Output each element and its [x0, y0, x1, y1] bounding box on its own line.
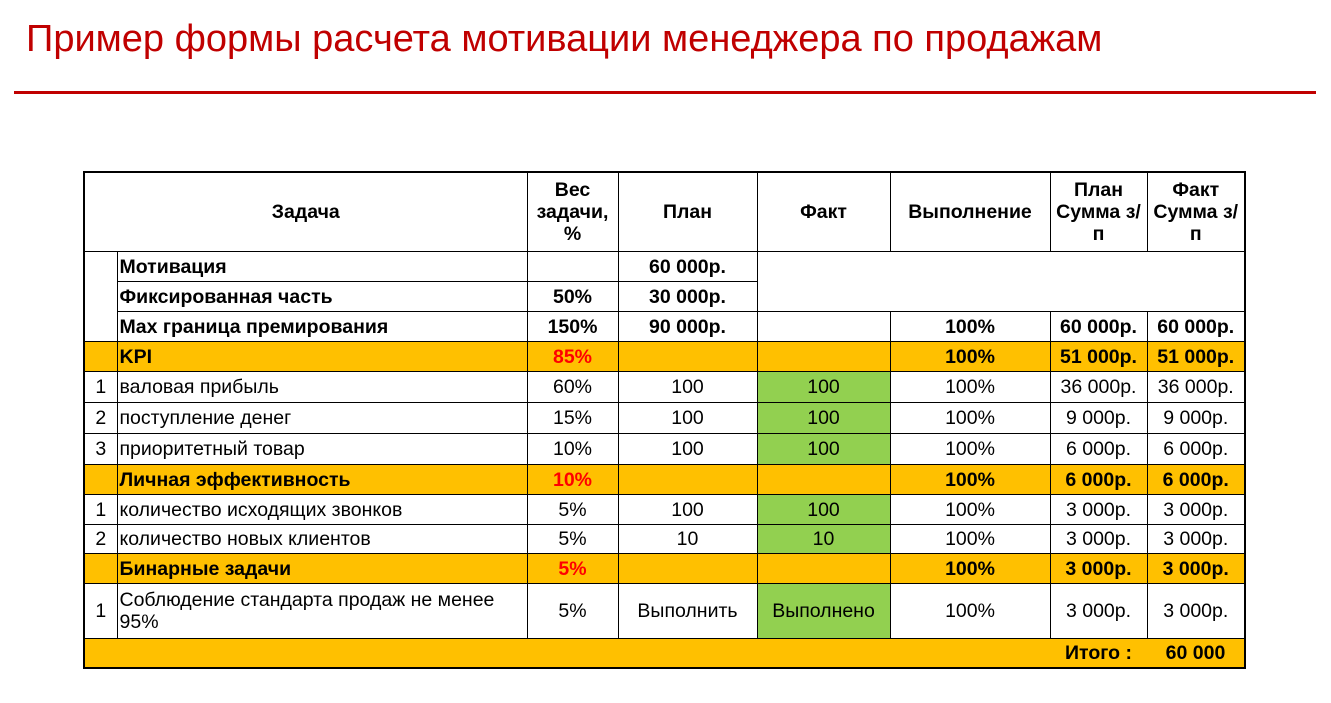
- motivation-table: [83, 171, 1246, 669]
- row-plan-sum: 3 000р.: [1050, 495, 1147, 525]
- row-plan: 100: [618, 372, 757, 403]
- row-fact-sum: 3 000р.: [1147, 584, 1245, 639]
- row-fact-sum: 36 000р.: [1147, 372, 1245, 403]
- row-completion: 100%: [890, 525, 1050, 554]
- row-number: 1: [84, 495, 117, 525]
- max-weight: 150%: [527, 312, 618, 342]
- row-plan-sum: 3 000р.: [1050, 525, 1147, 554]
- section-completion: 100%: [890, 465, 1050, 495]
- header-row: [84, 172, 1245, 252]
- table-row: [84, 372, 1245, 403]
- row-fact: 100: [757, 403, 890, 434]
- row-number: 1: [84, 584, 117, 639]
- summary-index-cell: [84, 252, 117, 342]
- section-row-personal: [84, 465, 1245, 495]
- motivation-plan: 60 000р.: [618, 252, 757, 282]
- row-completion: 100%: [890, 372, 1050, 403]
- row-task: поступление денег: [117, 403, 527, 434]
- section-plan: [618, 342, 757, 372]
- section-weight: 85%: [527, 342, 618, 372]
- table-row: [84, 525, 1245, 554]
- table-row: [84, 434, 1245, 465]
- section-title: KPI: [117, 342, 527, 372]
- section-plan-sum: 51 000р.: [1050, 342, 1147, 372]
- total-label: Итого :: [1050, 639, 1147, 669]
- section-weight: 10%: [527, 465, 618, 495]
- row-fact-sum: 9 000р.: [1147, 403, 1245, 434]
- max-completion: 100%: [890, 312, 1050, 342]
- section-plan-sum: 3 000р.: [1050, 554, 1147, 584]
- row-plan: 100: [618, 434, 757, 465]
- section-completion: 100%: [890, 342, 1050, 372]
- section-index: [84, 342, 117, 372]
- page-title: Пример формы расчета мотивации менеджера по продажам: [26, 18, 1103, 60]
- row-task: валовая прибыль: [117, 372, 527, 403]
- row-weight: 5%: [527, 495, 618, 525]
- row-fact-sum: 3 000р.: [1147, 525, 1245, 554]
- section-fact: [757, 342, 890, 372]
- row-task: количество исходящих звонков: [117, 495, 527, 525]
- fixed-weight: 50%: [527, 282, 618, 312]
- header-weight: Вес задачи, %: [527, 172, 618, 252]
- row-weight: 15%: [527, 403, 618, 434]
- row-fact: 100: [757, 495, 890, 525]
- max-plan-sum: 60 000р.: [1050, 312, 1147, 342]
- row-fact: 10: [757, 525, 890, 554]
- section-row-binary: [84, 554, 1245, 584]
- row-weight: 5%: [527, 584, 618, 639]
- total-row: [84, 639, 1245, 669]
- row-number: 2: [84, 403, 117, 434]
- header-fact-sum: Факт Сумма з/п: [1147, 172, 1245, 252]
- summary-row-motivation: [84, 252, 1245, 282]
- section-index: [84, 465, 117, 495]
- section-fact-sum: 51 000р.: [1147, 342, 1245, 372]
- fixed-label: Фиксированная часть: [117, 282, 527, 312]
- section-title: Личная эффективность: [117, 465, 527, 495]
- row-weight: 5%: [527, 525, 618, 554]
- table-row: [84, 403, 1245, 434]
- row-plan-sum: 3 000р.: [1050, 584, 1147, 639]
- motivation-label: Мотивация: [117, 252, 527, 282]
- row-number: 2: [84, 525, 117, 554]
- summary-row-max: [84, 312, 1245, 342]
- section-fact: [757, 465, 890, 495]
- row-number: 3: [84, 434, 117, 465]
- section-fact-sum: 6 000р.: [1147, 465, 1245, 495]
- row-fact: 100: [757, 434, 890, 465]
- title-divider: [14, 91, 1316, 94]
- row-completion: 100%: [890, 584, 1050, 639]
- row-plan-sum: 6 000р.: [1050, 434, 1147, 465]
- header-completion: Выполнение: [890, 172, 1050, 252]
- table-row: [84, 584, 1245, 639]
- row-fact-sum: 6 000р.: [1147, 434, 1245, 465]
- row-fact-sum: 3 000р.: [1147, 495, 1245, 525]
- row-plan: Выполнить: [618, 584, 757, 639]
- row-plan: 100: [618, 495, 757, 525]
- row-plan: 10: [618, 525, 757, 554]
- section-index: [84, 554, 117, 584]
- row-fact: 100: [757, 372, 890, 403]
- section-weight: 5%: [527, 554, 618, 584]
- row-weight: 10%: [527, 434, 618, 465]
- row-weight: 60%: [527, 372, 618, 403]
- row-task: количество новых клиентов: [117, 525, 527, 554]
- table-row: [84, 495, 1245, 525]
- row-completion: 100%: [890, 495, 1050, 525]
- row-task: Соблюдение стандарта продаж не менее 95%: [117, 584, 527, 639]
- max-label: Max граница премирования: [117, 312, 527, 342]
- header-fact: Факт: [757, 172, 890, 252]
- row-plan-sum: 36 000р.: [1050, 372, 1147, 403]
- header-plan-sum: План Сумма з/п: [1050, 172, 1147, 252]
- max-plan: 90 000р.: [618, 312, 757, 342]
- section-fact-sum: 3 000р.: [1147, 554, 1245, 584]
- section-plan: [618, 465, 757, 495]
- row-completion: 100%: [890, 403, 1050, 434]
- row-plan-sum: 9 000р.: [1050, 403, 1147, 434]
- header-plan: План: [618, 172, 757, 252]
- summary-blank-area: [757, 252, 1245, 312]
- fixed-plan: 30 000р.: [618, 282, 757, 312]
- section-fact: [757, 554, 890, 584]
- row-fact: Выполнено: [757, 584, 890, 639]
- section-plan: [618, 554, 757, 584]
- total-spacer: [84, 639, 1050, 669]
- header-task: Задача: [84, 172, 527, 252]
- max-fact-sum: 60 000р.: [1147, 312, 1245, 342]
- row-task: приоритетный товар: [117, 434, 527, 465]
- total-value: 60 000: [1147, 639, 1245, 669]
- section-plan-sum: 6 000р.: [1050, 465, 1147, 495]
- section-row-kpi: [84, 342, 1245, 372]
- section-title: Бинарные задачи: [117, 554, 527, 584]
- row-number: 1: [84, 372, 117, 403]
- section-completion: 100%: [890, 554, 1050, 584]
- row-plan: 100: [618, 403, 757, 434]
- max-fact: [757, 312, 890, 342]
- motivation-weight: [527, 252, 618, 282]
- row-completion: 100%: [890, 434, 1050, 465]
